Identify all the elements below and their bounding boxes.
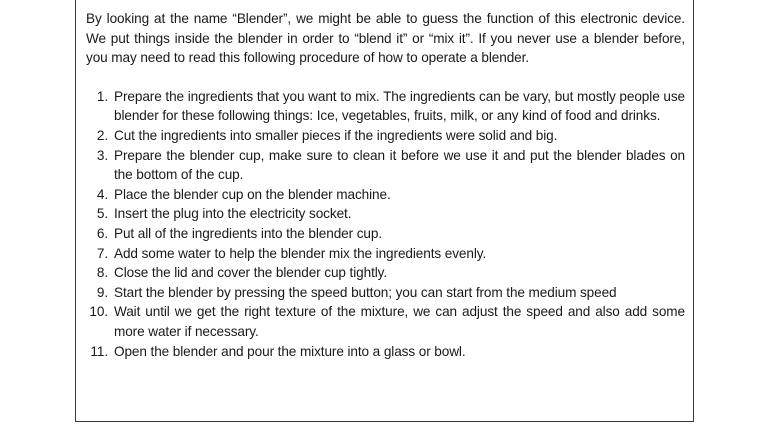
step-text: Cut the ingredients into smaller pieces if the ingredients were solid and big.: [114, 127, 558, 143]
step-text: Open the blender and pour the mixture into a glass or bowl.: [114, 343, 466, 359]
step-number: 2.: [96, 127, 108, 143]
procedure-list: [86, 87, 685, 361]
list-item: [86, 126, 685, 146]
list-item: [86, 146, 685, 185]
step-number: 6.: [96, 225, 108, 241]
step-text: Close the lid and cover the blender cup tightly.: [114, 265, 388, 281]
list-item: [86, 244, 685, 264]
step-number: 4.: [96, 186, 108, 202]
step-number: 1.: [96, 88, 108, 104]
step-text: Put all of the ingredients into the blender cup.: [114, 225, 383, 241]
document-frame: [75, 0, 694, 422]
list-item: [86, 263, 685, 283]
step-number: 7.: [96, 245, 108, 261]
list-item: [86, 204, 685, 224]
step-text: Prepare the ingredients that you want to mix. The ingredients can be vary, but mostly people use blender for these following things: Ice, vegetables, fruits, milk, or any kind of food and drinks.: [114, 88, 685, 124]
step-number: 10.: [89, 304, 108, 320]
step-text: Prepare the blender cup, make sure to clean it before we use it and put the blender blades on the bottom of the cup.: [114, 147, 685, 183]
list-item: [86, 87, 685, 126]
step-number: 5.: [96, 206, 108, 222]
list-item: [86, 342, 685, 362]
step-number: 11.: [90, 343, 108, 359]
step-number: 3.: [96, 147, 108, 163]
step-text: Insert the plug into the electricity socket.: [114, 206, 352, 222]
step-number: 8.: [96, 265, 108, 281]
step-text: Place the blender cup on the blender machine.: [114, 186, 391, 202]
list-item: [86, 302, 685, 341]
list-item: [86, 224, 685, 244]
step-text: Wait until we get the right texture of the mixture, we can adjust the speed and also add some more water if necessary.: [114, 304, 685, 339]
intro-paragraph: By looking at the name “Blender”, we might be able to guess the function of this electronic device. We put things inside the blender in order to “blend it” or “mix it”. If you never use a blender before, you may need to read this following procedure of how to operate a blender.: [86, 11, 685, 66]
list-item: [86, 283, 685, 303]
step-text: Start the blender by pressing the speed button; you can start from the medium speed: [114, 284, 617, 300]
list-item: [86, 185, 685, 205]
step-text: Add some water to help the blender mix the ingredients evenly.: [114, 245, 487, 261]
step-number: 9.: [96, 284, 108, 300]
